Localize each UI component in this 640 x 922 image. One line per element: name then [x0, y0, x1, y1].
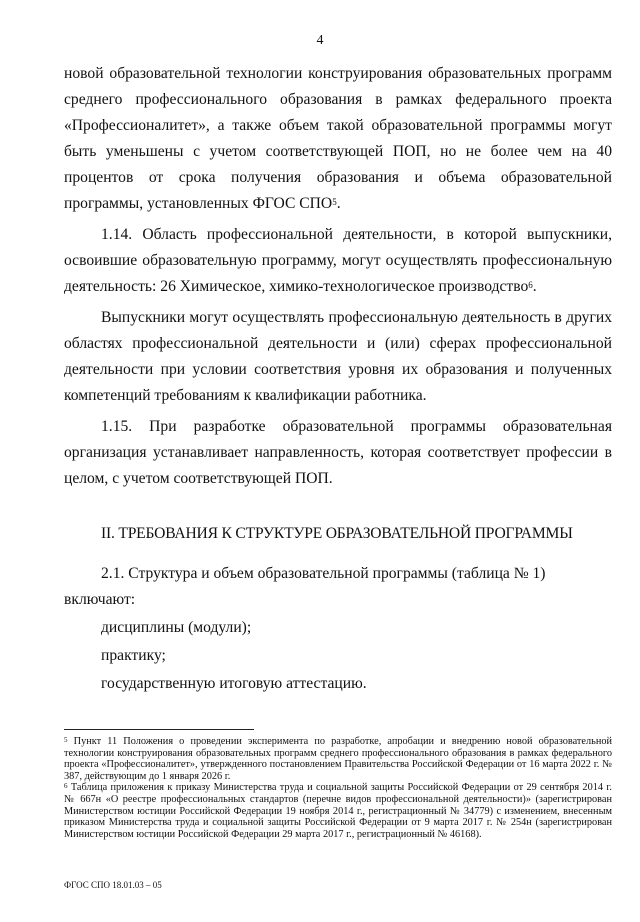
body-text: [64, 61, 612, 697]
footnote-text: Таблица приложения к приказу Министерства труда и социальной защиты Российской Федерации от 29 сентября 2014 г. № 667н «О реестре профессиональных стандартов (перечне видов профессиональной деятельности)» (зарегистрирован Министерством юстиции Российской Федерации 19 ноября 2014 г., регистрационный № 34779) с изменением, внесенным приказом Министерства труда и социальной защиты Российской Федерации от 9 марта 2017 г. № 254н (зарегистрирован Министерством юстиции Российской Федерации 29 марта 2017 г., регистрационный № 46168).: [64, 782, 612, 840]
paragraph-continuation: [64, 61, 612, 217]
page-number: 4: [316, 33, 324, 48]
list-item: государственную итоговую аттестацию.: [101, 675, 367, 692]
footnote-marker: 6: [64, 782, 68, 791]
section-intro: 2.1. Структура и объем образовательной программы (таблица № 1) включают:: [64, 565, 546, 608]
paragraph-end: .: [336, 195, 341, 212]
footnote-text: Пункт 11 Положения о проведении эксперимента по разработке, апробации и внедрению новой образовательной технологии конструирования образовательных программ среднего профессионального образования в рамках федерального проекта «Профессионалитет», утвержденного постановлением Правительства Российской Федерации от 16 марта 2022 г. № 387, действующим до 1 января 2026 г.: [64, 736, 612, 782]
paragraph-1-14: [64, 222, 612, 300]
paragraph-end: .: [532, 278, 537, 295]
list-item: дисциплины (модули);: [101, 619, 252, 636]
paragraph-text: новой образовательной технологии конструирования образовательных программ среднего профессионального образования в рамках федерального проекта «Профессионалитет», а также объем такой образовательной программы могут быть уменьшены с учетом соответствующей ПОП, но не более чем на 40 процентов от срока получения образования и объема образовательной программы, установленных ФГОС СПО: [64, 65, 612, 212]
footnotes: [64, 736, 612, 840]
footnote-divider: [64, 729, 254, 730]
paragraph-graduates: Выпускники могут осуществлять профессиональную деятельность в других областях профессиональной деятельности и (или) сферах профессиональной деятельности при условии соответствия уровня их образования и полученных компетенций требованиям к квалификации работника.: [64, 309, 612, 404]
footnote-ref-5: 5: [332, 197, 337, 207]
footnote-6: [64, 782, 612, 840]
footnote-marker: 5: [64, 736, 68, 744]
section-heading: II. ТРЕБОВАНИЯ К СТРУКТУРЕ ОБРАЗОВАТЕЛЬНОЙ ПРОГРАММЫ: [101, 525, 573, 542]
footnote-ref-6: 6: [528, 280, 533, 290]
footnote-5: [64, 736, 612, 782]
document-code: ФГОС СПО 18.01.03 – 05: [64, 880, 162, 890]
paragraph-1-15: 1.15. При разработке образовательной программы образовательная организация устанавливает направленность, которая соответствует профессии в целом, с учетом соответствующей ПОП.: [64, 418, 612, 487]
paragraph-text: 1.14. Область профессиональной деятельности, в которой выпускники, освоившие образовательную программу, могут осуществлять профессиональную деятельность: 26 Химическое, химико-технологическое производство: [64, 226, 612, 295]
list-item: практику;: [101, 647, 166, 664]
